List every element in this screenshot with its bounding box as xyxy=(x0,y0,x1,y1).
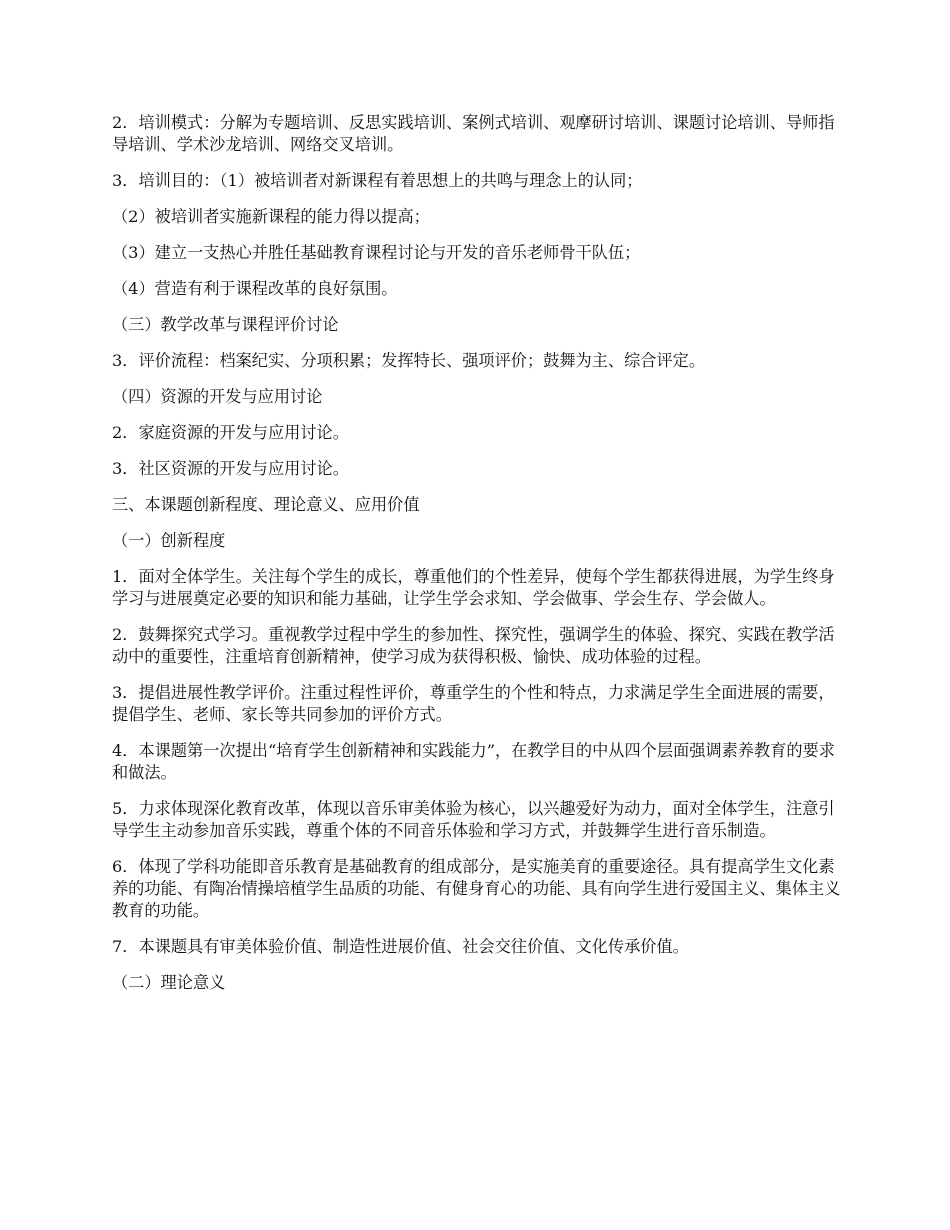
section-heading-resources: （四）资源的开发与应用讨论 xyxy=(112,387,323,406)
section-heading-theoretical-significance: （二）理论意义 xyxy=(112,973,226,992)
paragraph-innovation-3: 3．提倡进展性教学评价。注重过程性评价，尊重学生的个性和特点，力求满足学生全面进展的需要，提倡学生、老师、家长等共同参加的评价方式。 xyxy=(112,683,835,724)
paragraph-training-goal: 3．培训目的：（1）被培训者对新课程有着思想上的共鸣与理念上的认同； xyxy=(112,171,643,190)
paragraph-goal-2: （2）被培训者实施新课程的能力得以提高； xyxy=(112,207,430,226)
paragraph-innovation-2: 2．鼓舞探究式学习。重视教学过程中学生的参加性、探究性，强调学生的体验、探究、实践在教学活动中的重要性，注重培育创新精神，使学习成为获得积极、愉快、成功体验的过程。 xyxy=(112,625,835,666)
paragraph-goal-3: （3）建立一支热心并胜任基础教育课程讨论与开发的音乐老师骨干队伍； xyxy=(112,243,641,262)
paragraph-innovation-4: 4．本课题第一次提出“培育学生创新精神和实践能力”，在教学目的中从四个层面强调素养教育的要求和做法。 xyxy=(112,741,835,782)
paragraph-goal-4: （4）营造有利于课程改革的良好氛围。 xyxy=(112,279,398,298)
section-heading-innovation-value: 三、本课题创新程度、理论意义、应用价值 xyxy=(112,495,420,514)
paragraph-community-resources: 3．社区资源的开发与应用讨论。 xyxy=(112,459,349,478)
paragraph-innovation-5: 5．力求体现深化教育改革，体现以音乐审美体验为核心，以兴趣爱好为动力，面对全体学生，注意引导学生主动参加音乐实践，尊重个体的不同音乐体验和学习方式，并鼓舞学生进行音乐制造。 xyxy=(112,799,835,840)
document-body xyxy=(112,112,842,1008)
paragraph-evaluation-process: 3．评价流程：档案纪实、分项积累；发挥特长、强项评价；鼓舞为主、综合评定。 xyxy=(112,351,706,370)
section-heading-teaching-reform: （三）教学改革与课程评价讨论 xyxy=(112,315,339,334)
section-heading-innovation-degree: （一）创新程度 xyxy=(112,531,226,550)
paragraph-innovation-7: 7．本课题具有审美体验价值、制造性进展价值、社会交往价值、文化传承价值。 xyxy=(112,937,689,956)
paragraph-innovation-1: 1．面对全体学生。关注每个学生的成长，尊重他们的个性差异，使每个学生都获得进展，为学生终身学习与进展奠定必要的知识和能力基础，让学生学会求知、学会做事、学会生存、学会做人。 xyxy=(112,567,835,608)
paragraph-family-resources: 2．家庭资源的开发与应用讨论。 xyxy=(112,423,349,442)
paragraph-training-mode: 2．培训模式：分解为专题培训、反思实践培训、案例式培训、观摩研讨培训、课题讨论培训、导师指导培训、学术沙龙培训、网络交叉培训。 xyxy=(112,113,835,154)
paragraph-innovation-6: 6．体现了学科功能即音乐教育是基础教育的组成部分，是实施美育的重要途径。具有提高学生文化素养的功能、有陶冶情操培植学生品质的功能、有健身育心的功能、具有向学生进行爱国主义、集体主义教育的功能。 xyxy=(112,857,841,920)
